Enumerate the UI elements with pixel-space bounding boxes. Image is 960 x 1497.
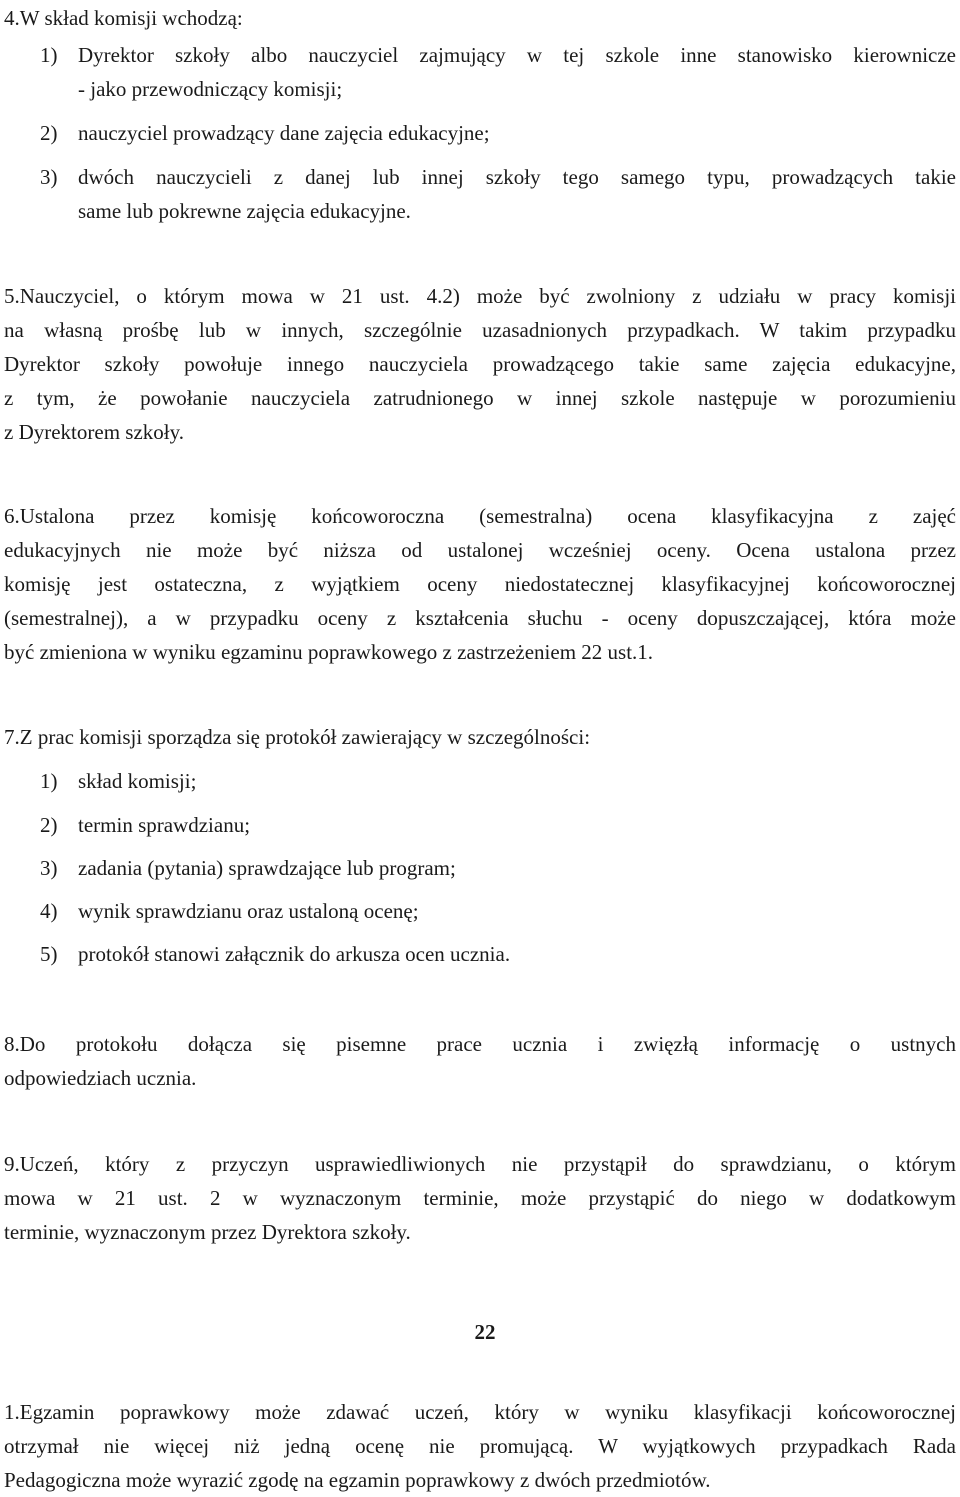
list-item-text: protokół stanowi załącznik do arkusza ocen ucznia. [78, 942, 511, 966]
paragraph-line: Dyrektor szkoły powołuje innego nauczyciela prowadzącego takie same zajęcia edukacyjne, [4, 352, 956, 376]
section-6-paragraph [4, 499, 956, 669]
list-item-number: 3) [40, 165, 58, 189]
paragraph-line: mowa w 21 ust. 2 w wyznaczonym terminie, może przystąpić do niego w dodatkowym [4, 1186, 956, 1210]
list-item-text: skład komisji; [78, 769, 197, 793]
paragraph-line: otrzymał nie więcej niż jedną ocenę nie promującą. W wyjątkowych przypadkach Rada [4, 1434, 956, 1458]
section-4-list [40, 38, 956, 228]
paragraph-line: odpowiedziach ucznia. [4, 1066, 197, 1090]
list-item-number: 2) [40, 121, 58, 145]
list-item-text-line: nauczyciel prowadzący dane zajęcia edukacyjne; [78, 121, 490, 145]
section-5-paragraph [4, 279, 956, 449]
list-item-number: 5) [40, 942, 58, 966]
list-item-text: zadania (pytania) sprawdzające lub program; [78, 856, 456, 880]
list-item-text-line: same lub pokrewne zajęcia edukacyjne. [78, 199, 411, 223]
list-item [40, 894, 956, 937]
paragraph-line: Pedagogiczna może wyrazić zgodę na egzamin poprawkowy z dwóch przedmiotów. [4, 1468, 711, 1492]
list-item [40, 808, 956, 851]
list-item-number: 3) [40, 856, 58, 880]
paragraph-22-body [4, 1395, 956, 1497]
list-item [40, 38, 956, 106]
list-item-number: 2) [40, 813, 58, 837]
paragraph-line: 5.Nauczyciel, o którym mowa w 21 ust. 4.2) może być zwolniony z udziału w pracy komisji [4, 284, 956, 308]
list-item-number: 1) [40, 769, 58, 793]
list-item [40, 764, 956, 808]
section-8-paragraph [4, 1027, 956, 1095]
section-7-list [40, 764, 956, 980]
list-item [40, 937, 956, 980]
list-item-number: 1) [40, 43, 58, 67]
list-item [40, 851, 956, 894]
paragraph-line: z Dyrektorem szkoły. [4, 420, 184, 444]
paragraph-line: komisję jest ostateczna, z wyjątkiem oceny niedostatecznej klasyfikacyjnej końcoworocznej [4, 572, 956, 596]
paragraph-line: być zmieniona w wyniku egzaminu poprawkowego z zastrzeżeniem 22 ust.1. [4, 640, 654, 664]
paragraph-line: terminie, wyznaczonym przez Dyrektora szkoły. [4, 1220, 411, 1244]
list-item-text-line: - jako przewodniczący komisji; [78, 77, 343, 101]
list-item [40, 160, 956, 228]
paragraph-line: na własną prośbę lub w innych, szczególnie uzasadnionych przypadkach. W takim przypadku [4, 318, 956, 342]
list-item [40, 116, 956, 160]
list-item-text-line: Dyrektor szkoły albo nauczyciel zajmujący w tej szkole inne stanowisko kierownicze [78, 43, 956, 67]
list-item-text: wynik sprawdzianu oraz ustaloną ocenę; [78, 899, 419, 923]
paragraph-line: edukacyjnych nie może być niższa od ustalonej wcześniej oceny. Ocena ustalona przez [4, 538, 956, 562]
paragraph-line: 1.Egzamin poprawkowy może zdawać uczeń, który w wyniku klasyfikacji końcoworocznej [4, 1400, 956, 1424]
paragraph-22-heading: 22 [474, 1320, 496, 1344]
paragraph-line: 8.Do protokołu dołącza się pisemne prace ucznia i zwięzłą informację o ustnych [4, 1032, 956, 1056]
list-item-number: 4) [40, 899, 58, 923]
list-item-text: termin sprawdzianu; [78, 813, 251, 837]
section-9-paragraph [4, 1147, 956, 1249]
paragraph-line: (semestralnej), a w przypadku oceny z kształcenia słuchu - oceny dopuszczającej, która może [4, 606, 956, 630]
section-7-intro: 7.Z prac komisji sporządza się protokół zawierający w szczególności: [4, 725, 591, 749]
paragraph-line: 6.Ustalona przez komisję końcoworoczna (semestralna) ocena klasyfikacyjna z zajęć [4, 504, 956, 528]
paragraph-line: z tym, że powołanie nauczyciela zatrudnionego w innej szkole następuje w porozumieniu [4, 386, 956, 410]
section-4-intro: 4.W skład komisji wchodzą: [4, 6, 243, 30]
paragraph-line: 9.Uczeń, który z przyczyn usprawiedliwionych nie przystąpił do sprawdzianu, o którym [4, 1152, 956, 1176]
list-item-text-line: dwóch nauczycieli z danej lub innej szkoły tego samego typu, prowadzących takie [78, 165, 956, 189]
